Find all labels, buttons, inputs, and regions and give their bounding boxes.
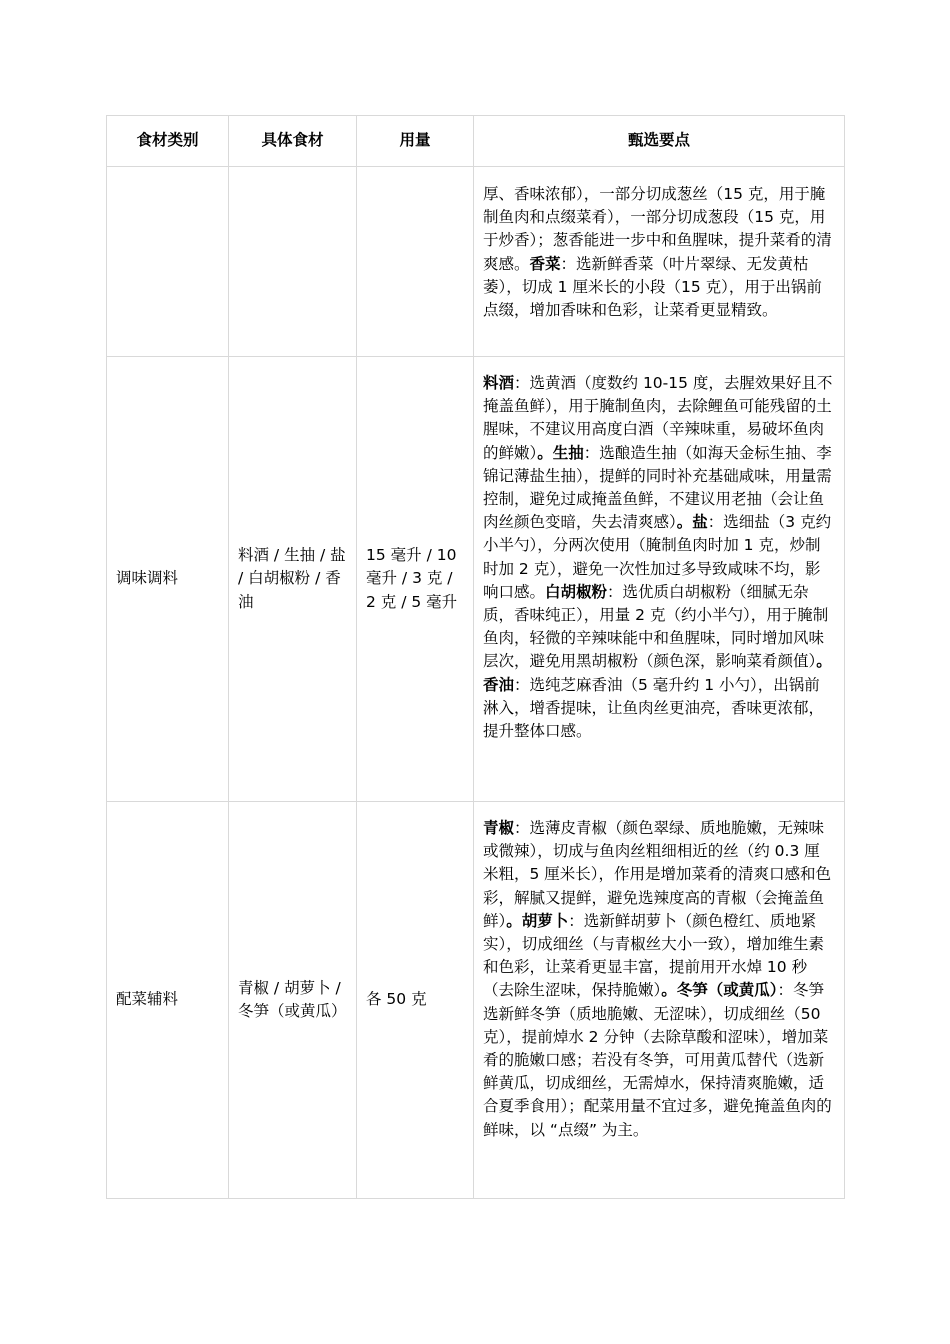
table-row — [107, 802, 845, 1199]
cell-ingredients: 青椒 / 胡萝卜 / 冬笋（或黄瓜） — [229, 802, 357, 1199]
note-text: ：选薄皮青椒（颜色翠绿、质地脆嫩，无辣味或微辣），切成与鱼肉丝粗细相近的丝（约 0.3 厘米粗，5 厘米长），作用是增加菜肴的清爽口感和色彩，解腻又提鲜，避免选辣度高的青椒（会掩盖鱼鲜） — [483, 819, 832, 930]
note-term: 料酒 — [483, 374, 515, 392]
note-term: 。冬笋（或黄瓜） — [661, 981, 778, 1000]
ingredient-table — [106, 115, 845, 1199]
cell-category: 调味调料 — [107, 357, 229, 802]
note-term: 白胡椒粉 — [545, 582, 608, 601]
cell-ingredients — [229, 167, 357, 357]
cell-category: 配菜辅料 — [107, 802, 229, 1199]
note-text: ：选黄酒（度数约 10-15 度，去腥效果好且不掩盖鱼鲜），用于腌制鱼肉，去除鲤鱼可能残留的土腥味，不建议用高度白酒（辛辣味重，易破坏鱼肉的鲜嫩） — [483, 374, 833, 462]
header-ingredients: 具体食材 — [229, 116, 357, 167]
header-category: 食材类别 — [107, 116, 229, 167]
note-text: ：选酿造生抽（如海天金标生抽、李锦记薄盐生抽），提鲜的同时补充基础咸味，用量需控制，避免过咸掩盖鱼鲜，不建议用老抽（会让鱼肉丝颜色变暗，失去清爽感） — [483, 443, 832, 532]
cell-notes — [474, 167, 845, 357]
header-selection-notes: 甄选要点 — [474, 116, 845, 167]
note-text: ：冬笋选新鲜冬笋（质地脆嫩、无涩味），切成细丝（50 克），提前焯水 2 分钟（去除草酸和涩味），增加菜肴的脆嫩口感；若没有冬笋，可用黄瓜替代（选新鲜黄瓜，切成细丝，无需焯水，保持清爽脆嫩，适合夏季食用）；配菜用量不宜过多，避免掩盖鱼肉的鲜味，以 “点缀” 为主。 — [483, 981, 832, 1139]
note-term: 。胡萝卜 — [506, 911, 569, 930]
cell-amount: 15 毫升 / 10 毫升 / 3 克 / 2 克 / 5 毫升 — [357, 357, 474, 802]
note-term: 香菜 — [529, 254, 561, 273]
note-text: ：选优质白胡椒粉（细腻无杂质，香味纯正），用量 2 克（约小半勺），用于腌制鱼肉，轻微的辛辣味能中和鱼腥味，同时增加风味层次，避免用黑胡椒粉（颜色深，影响菜肴颜值） — [483, 582, 829, 671]
cell-category — [107, 167, 229, 357]
table-header-row — [107, 116, 845, 167]
note-text: ：选新鲜胡萝卜（颜色橙红、质地紧实），切成细丝（与青椒丝大小一致），增加维生素和色彩，让菜肴更显丰富，提前用开水焯 10 秒（去除生涩味，保持脆嫩） — [483, 911, 825, 1000]
note-text: ：选细盐（3 克约小半勺），分两次使用（腌制鱼肉时加 1 克，炒制时加 2 克），避免一次性加过多导致咸味不均，影响口感。 — [483, 513, 832, 601]
note-term: 。盐 — [676, 513, 708, 532]
cell-amount: 各 50 克 — [357, 802, 474, 1199]
note-term: 。生抽 — [537, 443, 584, 462]
table-row — [107, 167, 845, 357]
cell-notes — [474, 357, 845, 802]
note-text: ：选新鲜香菜（叶片翠绿、无发黄枯萎），切成 1 厘米长的小段（15 克），用于出锅前点缀，增加香味和色彩，让菜肴更显精致。 — [483, 254, 822, 320]
note-term: 青椒 — [483, 819, 515, 837]
header-amount: 用量 — [357, 116, 474, 167]
note-text: ：选纯芝麻香油（5 毫升约 1 小勺），出锅前淋入，增香提味，让鱼肉丝更油亮，香味更浓郁，提升整体口感。 — [483, 675, 825, 741]
cell-ingredients: 料酒 / 生抽 / 盐 / 白胡椒粉 / 香油 — [229, 357, 357, 802]
note-term: 。香油 — [483, 652, 832, 694]
cell-amount — [357, 167, 474, 357]
table-row — [107, 357, 845, 802]
cell-notes — [474, 802, 845, 1199]
note-text: 厚、香味浓郁），一部分切成葱丝（15 克，用于腌制鱼肉和点缀菜肴），一部分切成葱段（15 克，用于炒香）；葱香能进一步中和鱼腥味，提升菜肴的清爽感。 — [483, 185, 832, 273]
